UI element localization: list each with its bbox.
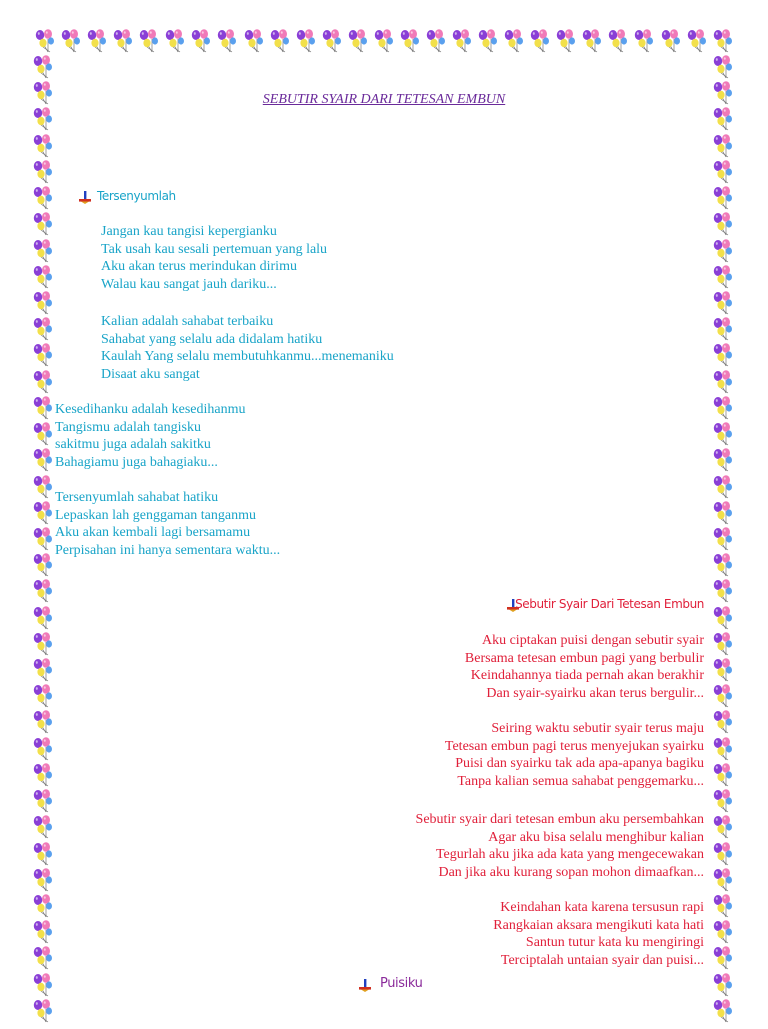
balloon-cluster-icon: [30, 474, 56, 500]
balloon-cluster-icon: [658, 28, 684, 54]
balloon-border-top: [32, 28, 736, 54]
balloon-cluster-icon: [30, 762, 56, 788]
balloon-cluster-icon: [579, 28, 605, 54]
poem-line: Perpisahan ini hanya sementara waktu...: [55, 542, 281, 558]
balloon-cluster-icon: [188, 28, 214, 54]
balloon-cluster-icon: [710, 447, 736, 473]
poem-stanza: [445, 720, 704, 790]
balloon-cluster-icon: [710, 631, 736, 657]
poem-line: Terciptalah untaian syair dan puisi...: [500, 952, 704, 968]
balloon-cluster-icon: [30, 841, 56, 867]
balloon-cluster-icon: [710, 998, 736, 1024]
balloon-cluster-icon: [30, 421, 56, 447]
arrow-bullet-icon: [358, 978, 372, 992]
balloon-cluster-icon: [710, 474, 736, 500]
balloon-cluster-icon: [30, 500, 56, 526]
balloon-cluster-icon: [58, 28, 84, 54]
poem-stanza: [55, 489, 280, 559]
balloon-border-left: [30, 54, 56, 1024]
balloon-cluster-icon: [710, 290, 736, 316]
poem-stanza: [493, 899, 704, 969]
balloon-cluster-icon: [527, 28, 553, 54]
poem-line: Rangkaian aksara mengikuti kata hati: [493, 917, 704, 933]
balloon-cluster-icon: [214, 28, 240, 54]
poem-stanza: [55, 401, 246, 471]
balloon-cluster-icon: [710, 709, 736, 735]
balloon-cluster-icon: [30, 998, 56, 1024]
poem-stanza: [416, 811, 704, 881]
poem-line: Tetesan embun pagi terus menyejukan syairku: [444, 738, 704, 754]
poem-stanza: [101, 223, 327, 293]
balloon-cluster-icon: [371, 28, 397, 54]
balloon-cluster-icon: [710, 342, 736, 368]
balloon-cluster-icon: [475, 28, 501, 54]
balloon-cluster-icon: [30, 945, 56, 971]
balloon-cluster-icon: [397, 28, 423, 54]
poem-stanza: [465, 632, 704, 702]
balloon-cluster-icon: [710, 238, 736, 264]
balloon-cluster-icon: [136, 28, 162, 54]
balloon-cluster-icon: [30, 526, 56, 552]
balloon-cluster-icon: [30, 395, 56, 421]
poem-line: Tersenyumlah sahabat hatiku: [55, 490, 219, 505]
balloon-cluster-icon: [710, 133, 736, 159]
balloon-cluster-icon: [710, 867, 736, 893]
balloon-cluster-icon: [710, 788, 736, 814]
poem-line: Walau kau sangat jauh dariku...: [101, 276, 277, 292]
poem-line: Jangan kau tangisi kepergianku: [101, 224, 277, 239]
poem-line: Kalian adalah sahabat terbaiku: [101, 314, 274, 329]
balloon-cluster-icon: [30, 657, 56, 683]
poem-line: Aku akan kembali lagi bersamamu: [55, 525, 251, 540]
poem-stanza: [101, 313, 394, 383]
balloon-cluster-icon: [30, 972, 56, 998]
balloon-cluster-icon: [710, 526, 736, 552]
balloon-cluster-icon: [710, 841, 736, 867]
poem-line: Keindahannya tiada pernah akan berakhir: [470, 668, 704, 683]
poem-line: Tangismu adalah tangisku: [55, 419, 201, 435]
balloon-cluster-icon: [710, 264, 736, 290]
balloon-cluster-icon: [30, 54, 56, 80]
poem-line: Sahabat yang selalu ada didalam hatiku: [101, 331, 323, 347]
poem-line: Lepaskan lah genggaman tanganmu: [55, 507, 256, 523]
poem-line: Kaulah Yang selalu membutuhkanmu...menemaniku: [101, 349, 394, 364]
balloon-cluster-icon: [710, 919, 736, 945]
balloon-cluster-icon: [30, 185, 56, 211]
balloon-cluster-icon: [710, 972, 736, 998]
poem-line: Aku akan terus merindukan dirimu: [101, 259, 297, 274]
balloon-cluster-icon: [710, 657, 736, 683]
balloon-cluster-icon: [30, 211, 56, 237]
balloon-cluster-icon: [32, 28, 58, 54]
poem-line: Dan jika aku kurang sopan mohon dimaafkan...: [438, 864, 704, 880]
balloon-cluster-icon: [30, 447, 56, 473]
balloon-cluster-icon: [710, 106, 736, 132]
balloon-cluster-icon: [710, 814, 736, 840]
poem-line: sakitmu juga adalah sakitku: [55, 437, 211, 452]
balloon-cluster-icon: [30, 709, 56, 735]
poem-line: Tak usah kau sesali pertemuan yang lalu: [101, 241, 328, 257]
balloon-cluster-icon: [449, 28, 475, 54]
balloon-cluster-icon: [710, 28, 736, 54]
balloon-cluster-icon: [710, 395, 736, 421]
balloon-cluster-icon: [710, 185, 736, 211]
balloon-cluster-icon: [30, 893, 56, 919]
poem-line: Bersama tetesan embun pagi yang berbulir: [464, 650, 704, 666]
poem-line: Disaat aku sangat: [101, 366, 200, 382]
section-heading-tersenyumlah: Tersenyumlah: [97, 189, 176, 203]
balloon-cluster-icon: [345, 28, 371, 54]
balloon-cluster-icon: [30, 736, 56, 762]
poem-line: Seiring waktu sebutir syair terus maju: [491, 721, 704, 736]
balloon-cluster-icon: [423, 28, 449, 54]
balloon-cluster-icon: [710, 54, 736, 80]
balloon-cluster-icon: [30, 605, 56, 631]
balloon-cluster-icon: [631, 28, 657, 54]
balloon-cluster-icon: [710, 893, 736, 919]
balloon-cluster-icon: [30, 264, 56, 290]
balloon-cluster-icon: [30, 133, 56, 159]
balloon-cluster-icon: [241, 28, 267, 54]
poem-line: Tanpa kalian semua sahabat penggemarku...: [457, 773, 704, 789]
balloon-cluster-icon: [30, 919, 56, 945]
balloon-cluster-icon: [30, 159, 56, 185]
balloon-cluster-icon: [710, 500, 736, 526]
balloon-cluster-icon: [30, 867, 56, 893]
balloon-cluster-icon: [710, 316, 736, 342]
balloon-cluster-icon: [710, 578, 736, 604]
balloon-cluster-icon: [30, 552, 56, 578]
poem-line: Sebutir syair dari tetesan embun aku persembahkan: [415, 812, 704, 827]
balloon-cluster-icon: [30, 683, 56, 709]
balloon-cluster-icon: [30, 631, 56, 657]
poem-line: Tegurlah aku jika ada kata yang mengecewakan: [435, 847, 704, 862]
balloon-cluster-icon: [605, 28, 631, 54]
balloon-cluster-icon: [110, 28, 136, 54]
page-title: SEBUTIR SYAIR DARI TETESAN EMBUN: [262, 92, 506, 107]
arrow-bullet-icon: [78, 190, 92, 204]
balloon-cluster-icon: [267, 28, 293, 54]
balloon-cluster-icon: [710, 736, 736, 762]
balloon-border-right: [710, 54, 736, 1024]
balloon-cluster-icon: [553, 28, 579, 54]
balloon-cluster-icon: [710, 605, 736, 631]
balloon-cluster-icon: [710, 683, 736, 709]
poem-line: Dan syair-syairku akan terus bergulir...: [486, 685, 704, 701]
balloon-cluster-icon: [30, 788, 56, 814]
balloon-cluster-icon: [30, 369, 56, 395]
balloon-cluster-icon: [319, 28, 345, 54]
balloon-cluster-icon: [30, 578, 56, 604]
poem-line: Keindahan kata karena tersusun rapi: [500, 900, 704, 915]
balloon-cluster-icon: [710, 762, 736, 788]
section-heading-puisiku: Puisiku: [380, 976, 423, 991]
balloon-cluster-icon: [710, 421, 736, 447]
poem-line: Bahagiamu juga bahagiaku...: [55, 454, 218, 470]
balloon-cluster-icon: [30, 106, 56, 132]
balloon-cluster-icon: [30, 238, 56, 264]
balloon-cluster-icon: [684, 28, 710, 54]
poem-line: Aku ciptakan puisi dengan sebutir syair: [481, 633, 704, 648]
balloon-cluster-icon: [501, 28, 527, 54]
balloon-cluster-icon: [30, 814, 56, 840]
balloon-cluster-icon: [710, 159, 736, 185]
balloon-cluster-icon: [710, 211, 736, 237]
section-heading-sebutir-syair: Sebutir Syair Dari Tetesan Embun: [515, 597, 704, 611]
poem-line: Puisi dan syairku tak ada apa-apanya bagiku: [455, 756, 704, 771]
balloon-cluster-icon: [710, 552, 736, 578]
balloon-cluster-icon: [30, 316, 56, 342]
balloon-cluster-icon: [162, 28, 188, 54]
balloon-cluster-icon: [710, 945, 736, 971]
balloon-cluster-icon: [30, 290, 56, 316]
poem-line: Agar aku bisa selalu menghibur kalian: [488, 829, 704, 845]
balloon-cluster-icon: [293, 28, 319, 54]
poem-line: Santun tutur kata ku mengiringi: [525, 935, 704, 950]
balloon-cluster-icon: [710, 369, 736, 395]
balloon-cluster-icon: [30, 342, 56, 368]
balloon-cluster-icon: [84, 28, 110, 54]
poem-line: Kesedihanku adalah kesedihanmu: [55, 402, 246, 417]
